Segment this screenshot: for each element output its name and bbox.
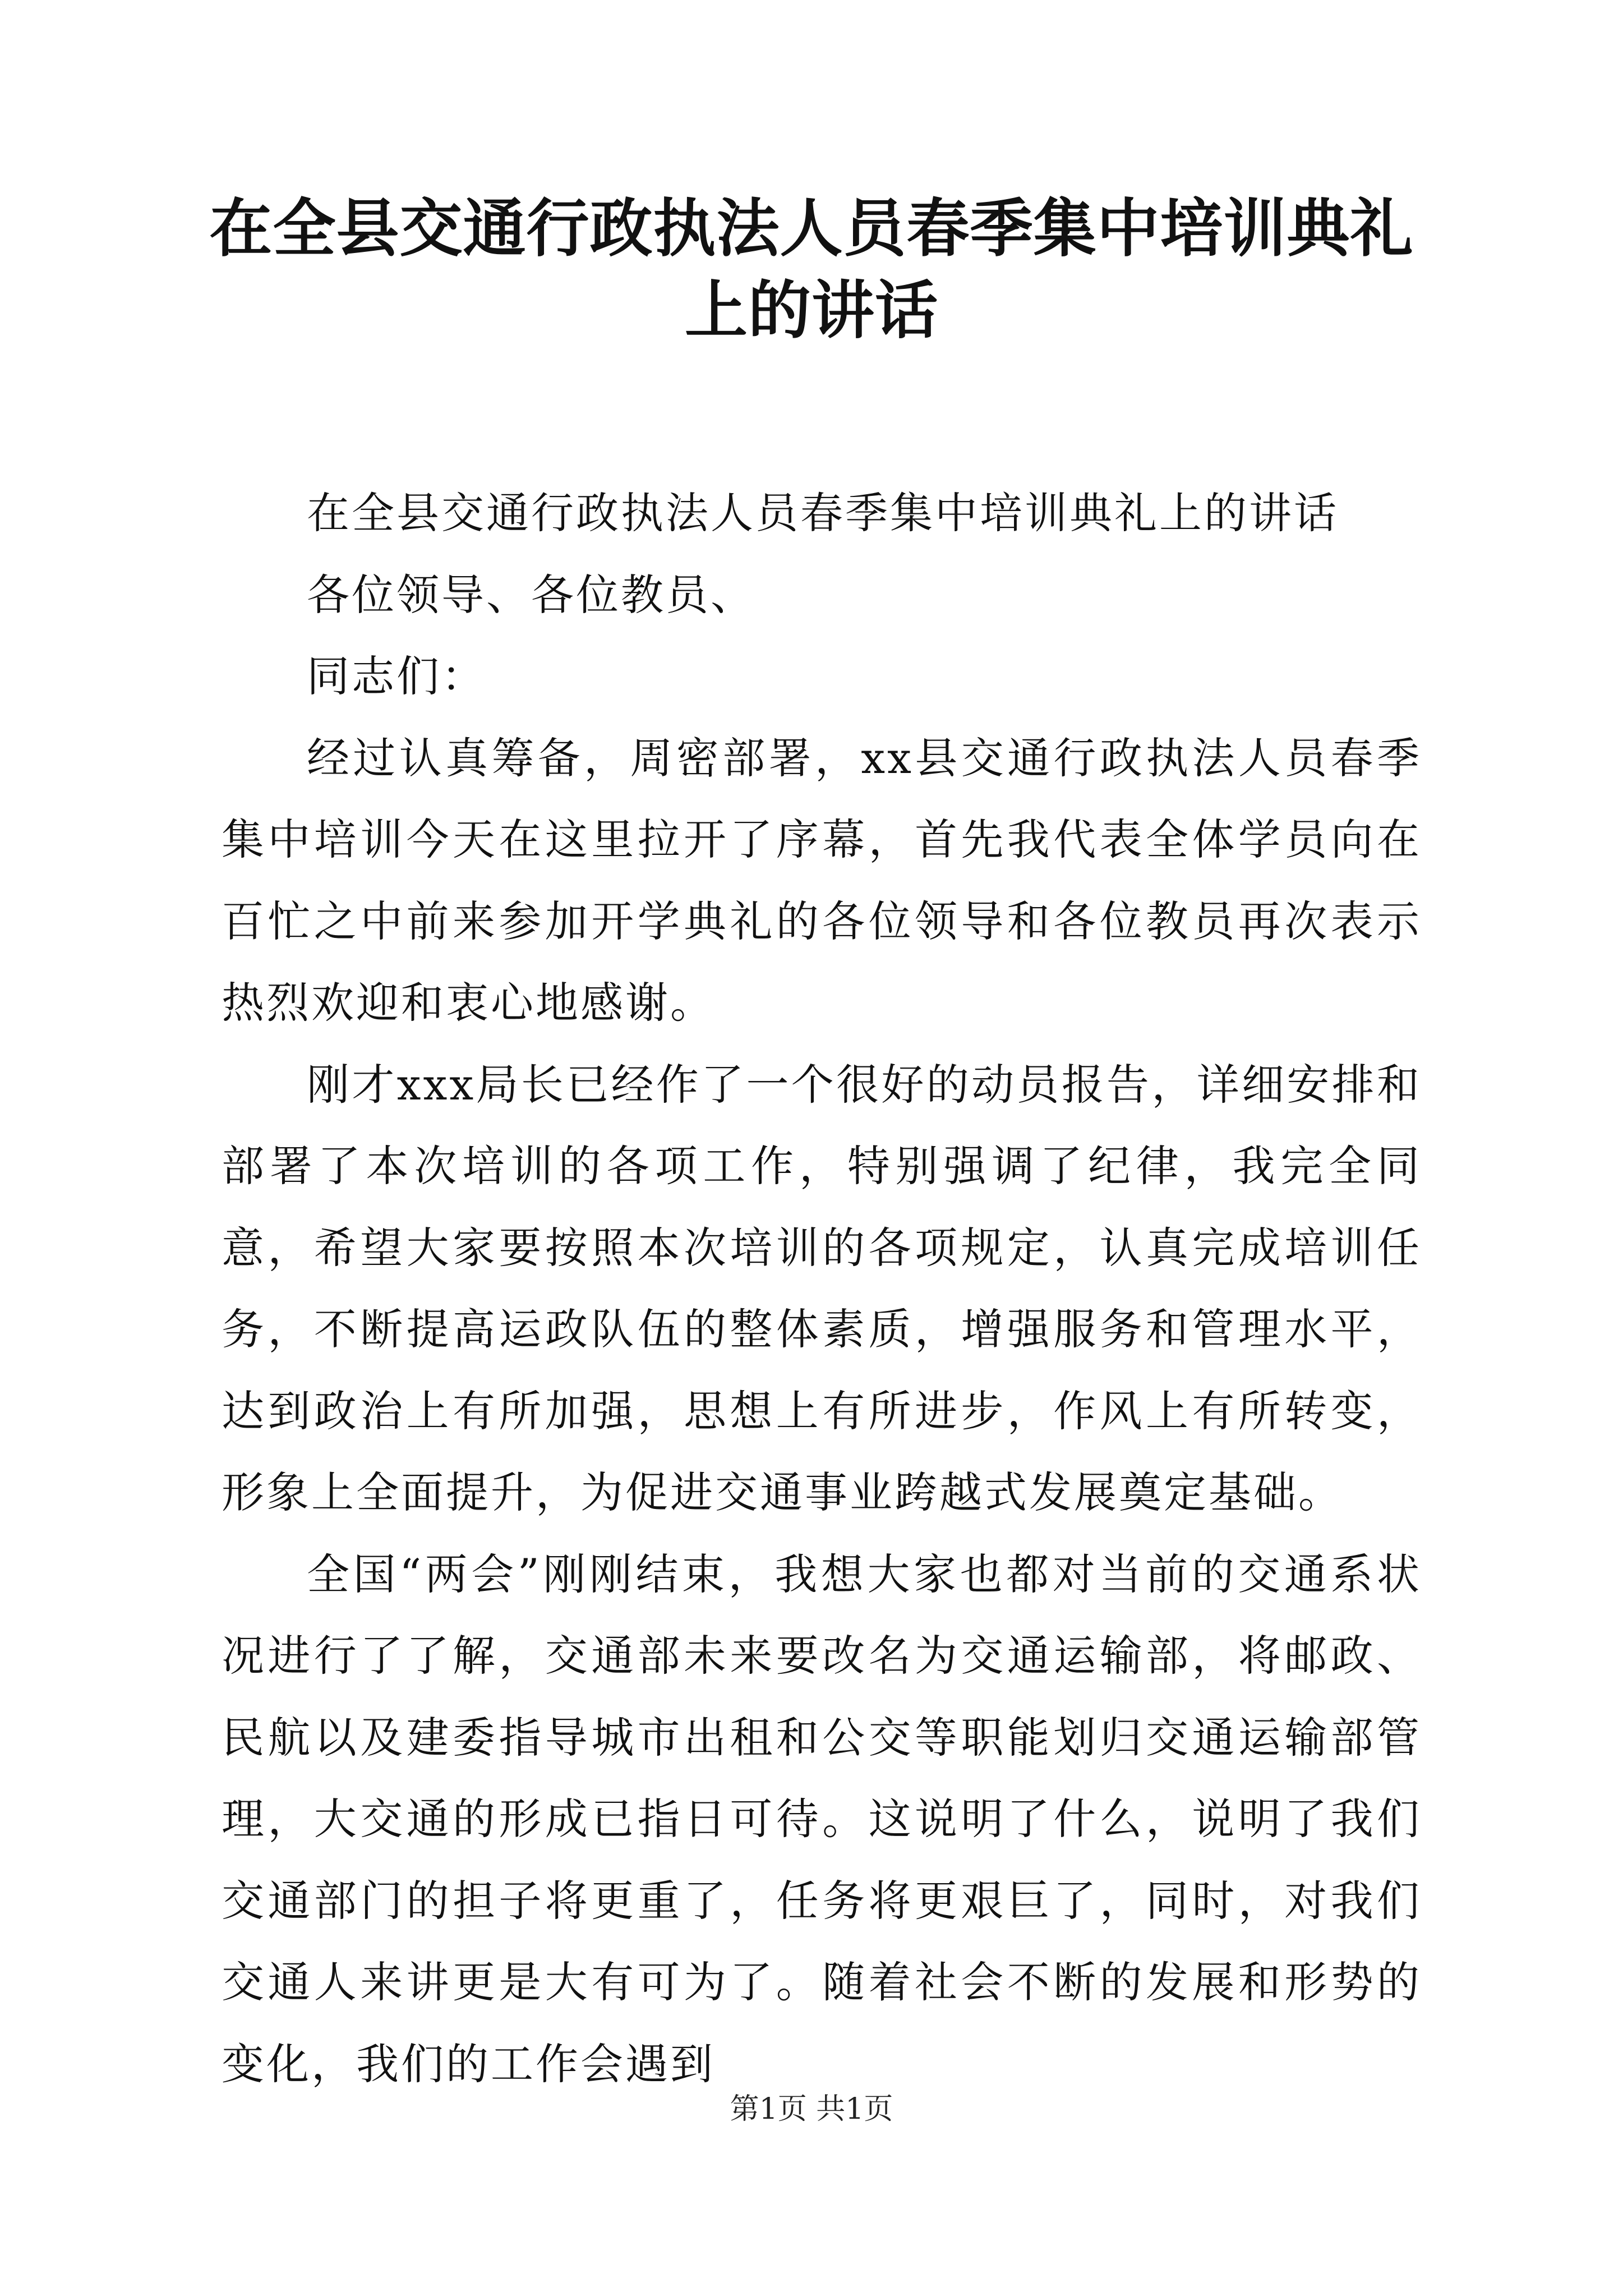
paragraph-body-1: 经过认真筹备，周密部署，xx县交通行政执法人员春季集中培训今天在这里拉开了序幕，首先我代表全体学员向在百忙之中前来参加开学典礼的各位领导和各位教员再次表示热烈欢迎和衷心地感谢。 [222,733,1422,1028]
paragraph-body-2: 刚才xxx局长已经作了一个很好的动员报告，详细安排和部署了本次培训的各项工作，特别强调了纪律，我完全同意，希望大家要按照本次培训的各项规定，认真完成培训任务，不断提高运政队伍的整体素质，增强服务和管理水平，达到政治上有所加强，思想上有所进步，作风上有所转变，形象上全面提升，为促进交通事业跨越式发展奠定基础。 [222,1059,1422,1517]
paragraph-subtitle: 在全县交通行政执法人员春季集中培训典礼上的讲话 [307,488,1339,538]
paragraph-body-3: 全国“两会”刚刚结束，我想大家也都对当前的交通系状况进行了了解，交通部未来要改名为交通运输部，将邮政、民航以及建委指导城市出租和公交等职能划归交通运输部管理，大交通的形成已指日可待。这说明了什么，说明了我们交通部门的担子将更重了，任务将更艰巨了，同时，对我们交通人来讲更是大有可为了。随着社会不断的发展和形势的变化，我们的工作会遇到 [222,1549,1422,2089]
page-footer: 第1页 共1页 [730,2092,893,2126]
document-body [222,472,1422,2105]
document-title: 在全县交通行政执法人员春季集中培训典礼上的讲话 [209,192,1414,347]
paragraph-salutation-2: 同志们： [307,651,486,701]
paragraph-salutation-1: 各位领导、各位教员、 [307,569,755,620]
